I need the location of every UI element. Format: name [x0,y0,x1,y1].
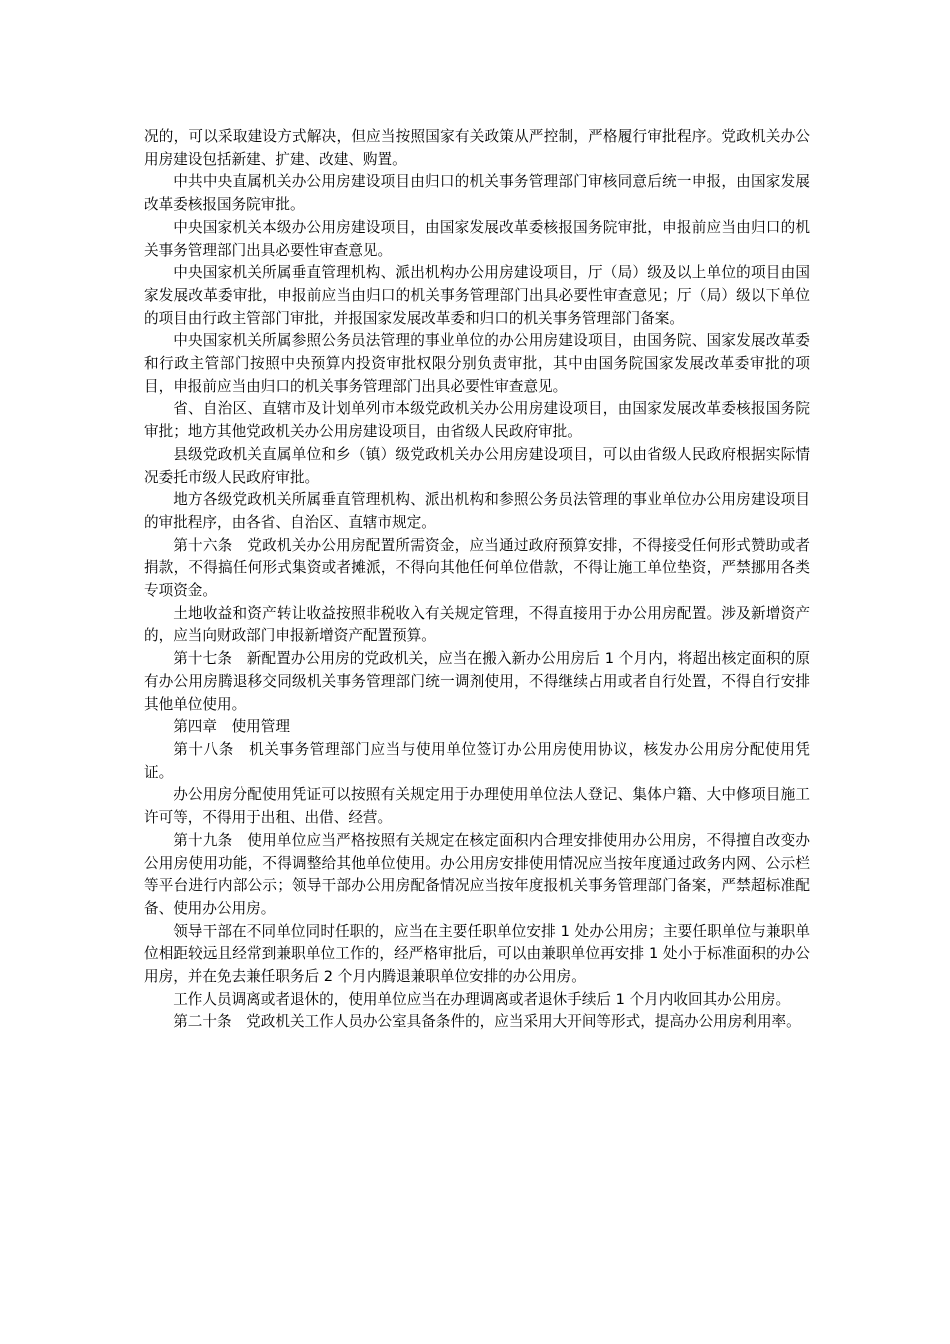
document-page [144,126,810,1034]
paragraph: 县级党政机关直属单位和乡（镇）级党政机关办公用房建设项目，可以由省级人民政府根据实际情况委托市级人民政府审批。 [144,445,810,486]
chapter-heading: 第四章 使用管理 [173,718,290,736]
paragraph: 土地收益和资产转让收益按照非税收入有关规定管理，不得直接用于办公用房配置。涉及新增资产的，应当向财政部门申报新增资产配置预算。 [144,604,810,645]
article-19: 第十九条 使用单位应当严格按照有关规定在核定面积内合理安排使用办公用房，不得擅自改变办公用房使用功能，不得调整给其他单位使用。办公用房安排使用情况应当按年度通过政务内网、公示栏等平台进行内部公示；领导干部办公用房配备情况应当按年度报机关事务管理部门备案，严禁超标准配备、使用办公用房。 [144,831,810,917]
paragraph: 地方各级党政机关所属垂直管理机构、派出机构和参照公务员法管理的事业单位办公用房建设项目的审批程序，由各省、自治区、直辖市规定。 [144,491,810,531]
article-16: 第十六条 党政机关办公用房配置所需资金，应当通过政府预算安排，不得接受任何形式赞助或者捐款，不得搞任何形式集资或者摊派，不得向其他任何单位借款，不得让施工单位垫资，严禁挪用各类专项资金。 [144,536,810,600]
paragraph: 中央国家机关所属参照公务员法管理的事业单位的办公用房建设项目，由国务院、国家发展改革委和行政主管部门按照中央预算内投资审批权限分别负责审批，其中由国务院国家发展改革委审批的项目，申报前应当由归口的机关事务管理部门出具必要性审查意见。 [144,332,810,395]
paragraph: 中共中央直属机关办公用房建设项目由归口的机关事务管理部门审核同意后统一申报，由国家发展改革委核报国务院审批。 [144,173,810,214]
paragraph: 省、自治区、直辖市及计划单列市本级党政机关办公用房建设项目，由国家发展改革委核报国务院审批；地方其他党政机关办公用房建设项目，由省级人民政府审批。 [144,400,810,441]
paragraph: 中央国家机关本级办公用房建设项目，由国家发展改革委核报国务院审批，申报前应当由归口的机关事务管理部门出具必要性审查意见。 [144,218,810,259]
article-18: 第十八条 机关事务管理部门应当与使用单位签订办公用房使用协议，核发办公用房分配使用凭证。 [144,740,810,781]
paragraph: 办公用房分配使用凭证可以按照有关规定用于办理使用单位法人登记、集体户籍、大中修项目施工许可等，不得用于出租、出借、经营。 [144,786,810,827]
paragraph: 领导干部在不同单位同时任职的，应当在主要任职单位安排 1 处办公用房；主要任职单位与兼职单位相距较远且经常到兼职单位工作的，经严格审批后，可以由兼职单位再安排 1 处小于标准面积的办公用房，并在免去兼任职务后 2 个月内腾退兼职单位安排的办公用房。 [144,922,810,986]
article-17: 第十七条 新配置办公用房的党政机关，应当在搬入新办公用房后 1 个月内，将超出核定面积的原有办公用房腾退移交同级机关事务管理部门统一调剂使用，不得继续占用或者自行处置，不得自行安排其他单位使用。 [144,650,810,713]
paragraph: 中央国家机关所属垂直管理机构、派出机构办公用房建设项目，厅（局）级及以上单位的项目由国家发展改革委审批，申报前应当由归口的机关事务管理部门出具必要性审查意见；厅（局）级以下单位的项目由行政主管部门审批，并报国家发展改革委和归口的机关事务管理部门备案。 [144,264,810,327]
article-20: 第二十条 党政机关工作人员办公室具备条件的，应当采用大开间等形式，提高办公用房利用率。 [173,1013,801,1031]
paragraph-continuation: 况的，可以采取建设方式解决，但应当按照国家有关政策从严控制，严格履行审批程序。党政机关办公用房建设包括新建、扩建、改建、购置。 [144,128,810,168]
paragraph: 工作人员调离或者退休的，使用单位应当在办理调离或者退休手续后 1 个月内收回其办公用房。 [173,990,791,1008]
